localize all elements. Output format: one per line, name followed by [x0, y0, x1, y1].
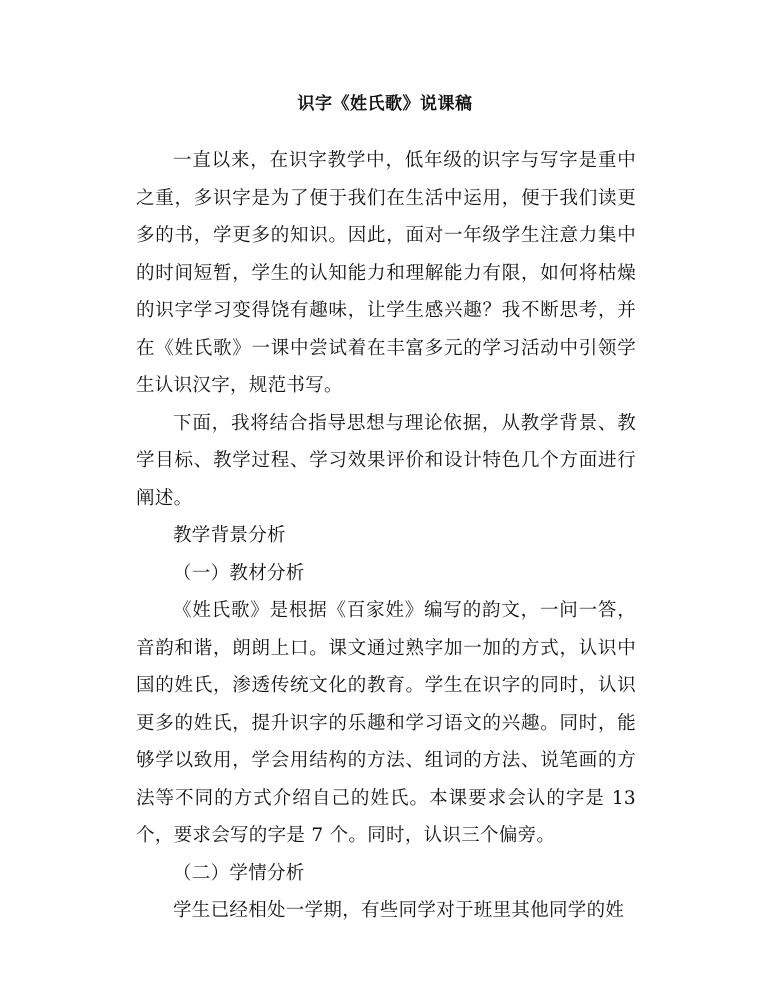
- paragraph-textbook-analysis: 《姓氏歌》是根据《百家姓》编写的韵文，一问一答，音韵和谐，朗朗上口。课文通过熟字加一加的方式，认识中国的姓氏，渗透传统文化的教育。学生在识字的同时，认识更多的姓氏，提升识字的乐趣和学习语文的兴趣。同时，能够学以致用，学会用结构的方法、组词的方法、说笔画的方法等不同的方式介绍自己的姓氏。本课要求会认的字是 13 个，要求会写的字是 7 个。同时，认识三个偏旁。: [136, 600, 636, 846]
- paragraph-outline: 下面，我将结合指导思想与理论依据，从教学背景、教学目标、教学过程、学习效果评价和设计特色几个方面进行阐述。: [136, 412, 636, 509]
- document-body: [136, 142, 636, 930]
- subsection-heading-textbook: （一）教材分析: [173, 562, 305, 584]
- subsection-heading-students: （二）学情分析: [173, 862, 305, 884]
- section-heading-background: 教学背景分析: [173, 525, 286, 546]
- paragraph-student-analysis: 学生已经相处一学期，有些同学对于班里其他同学的姓: [173, 900, 625, 921]
- paragraph-intro: 一直以来，在识字教学中，低年级的识字与写字是重中之重，多识字是为了便于我们在生活中运用，便于我们读更多的书，学更多的知识。因此，面对一年级学生注意力集中的时间短暂，学生的认知能力和理解能力有限，如何将枯燥的识字学习变得饶有趣味，让学生感兴趣？我不断思考，并在《姓氏歌》一课中尝试着在丰富多元的学习活动中引领学生认识汉字，规范书写。: [136, 150, 636, 396]
- document-title: 识字《姓氏歌》说课稿: [297, 94, 473, 114]
